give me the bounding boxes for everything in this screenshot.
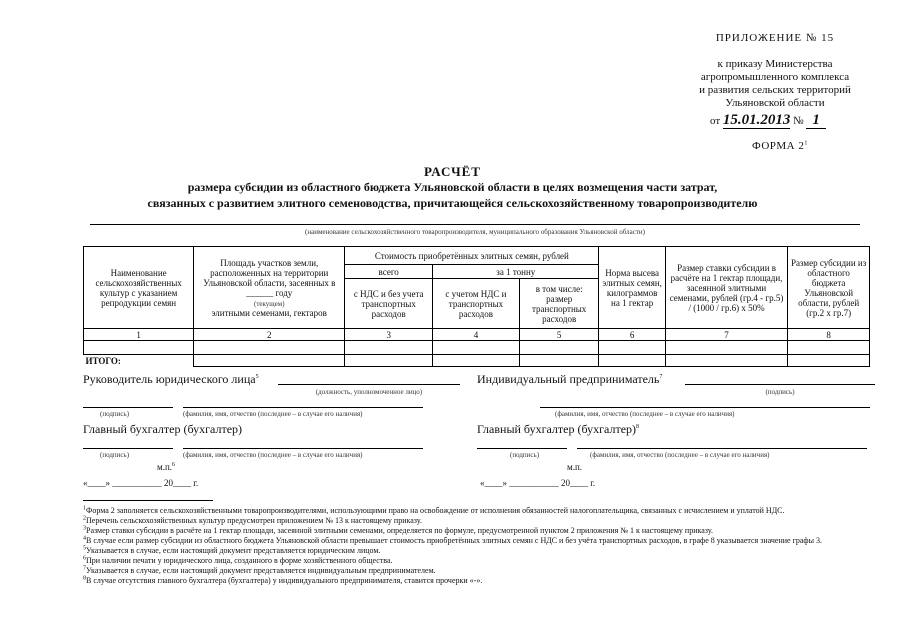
footnote-1: $^1$Форма 2 заполняется сельскохозяйственными товаропроизводителями, использующими право на освобождение от исполнения обязанностей налогоплательщика, связанных с исчислением и уплатой НДС. xyxy=(83,505,785,515)
head-label: Руководитель юридического лица$^5$ xyxy=(83,372,259,386)
header-vat: с НДС и без учета транспортных расходов xyxy=(345,279,433,329)
header-rate: Размер ставки субсидии в расчёте на 1 гектар площади, засеянной элитными семенами, рублей (гр.4 - гр.5) / (1000 / гр.6) х 50% xyxy=(665,247,787,329)
col-num: 1 xyxy=(84,329,194,341)
position-caption: (должность, уполномоченное лицо) xyxy=(315,388,423,396)
number-label: № xyxy=(793,115,804,127)
footnote-5: $^5$Указывается в случае, если настоящий документ представляется юридическим лицом. xyxy=(83,545,381,555)
accountant-label-right: Главный бухгалтер (бухгалтер)$^8$ xyxy=(477,422,640,436)
itogo-label: ИТОГО: xyxy=(84,355,194,367)
footnote-2: $^2$Перечень сельскохозяйственных культур предусмотрен приложением № 13 к настоящему приказу. xyxy=(83,515,422,525)
order-line-3: и развития сельских территорий xyxy=(699,84,851,96)
acc-sign-caption-left: (подпись) xyxy=(100,451,130,459)
ip-sign-caption: (подпись) xyxy=(765,388,795,396)
footnote-6: $^6$При наличии печати у юридического лица, созданного в форме хозяйственного общества. xyxy=(83,555,393,565)
producer-name-line xyxy=(90,224,860,225)
order-date-row xyxy=(710,114,826,128)
footnote-separator xyxy=(83,500,213,501)
empty-row xyxy=(84,341,870,355)
header-transport: с учетом НДС и транспортных расходов xyxy=(433,279,520,329)
accountant-label-left: Главный бухгалтер (бухгалтер) xyxy=(83,422,243,436)
header-crop-name: Наименование сельскохозяйственных культур с указанием репродукции семян xyxy=(84,247,194,329)
from-label: от xyxy=(710,115,721,127)
header-per-ton: за 1 тонну xyxy=(433,265,599,279)
order-line-4: Ульяновской области xyxy=(725,97,825,109)
col-num: 3 xyxy=(345,329,433,341)
acc-fio-caption-right: (фамилия, имя, отчество (последнее – в случае его наличия) xyxy=(590,451,770,459)
col-num: 4 xyxy=(433,329,520,341)
order-line-2: агропромышленного комплекса xyxy=(700,71,850,83)
acc-sign-line-left xyxy=(83,448,173,449)
col-num: 5 xyxy=(519,329,599,341)
date-line-left: «____» ___________ 20____ г. xyxy=(83,478,199,488)
footnote-4: $^4$В случае если размер субсидии из областного бюджета Ульяновской области превышает стоимость приобретённых элитных семян с НДС и без учёта транспортных расходов, в графе 8 указывается значение графы 3. xyxy=(83,535,822,545)
form-label: ФОРМА $2^1$ xyxy=(752,140,808,152)
ip-label: Индивидуальный предприниматель$^7$ xyxy=(477,372,663,386)
acc-sign-caption-right: (подпись) xyxy=(510,451,540,459)
header-total: всего xyxy=(345,265,433,279)
header-area: Площадь участков земли, расположенных на территории Ульяновской области, засеянных в ______ году (текущем) элитными семенами, гектаров xyxy=(194,247,345,329)
doc-title-line-1: размера субсидии из областного бюджета Ульяновской области в целях возмещения части затрат, xyxy=(187,180,718,194)
date-line-right: «____» ___________ 20____ г. xyxy=(480,478,596,488)
footnote-3: $^3$Размер ставки субсидии в расчёте на 1 гектар площади, засеянной элитными семенами, определяется по формуле, предусмотренной пунктом 2 приложения № 1 к настоящему приказу. xyxy=(83,525,713,535)
header-subsidy: Размер субсидии из областного бюджета Ульяновской области, рублей (гр.2 х гр.7) xyxy=(788,247,870,329)
itogo-row xyxy=(84,355,870,367)
header-cost: Стоимость приобретённых элитных семян, рублей xyxy=(345,247,599,265)
footnote-8: $^8$В случае отсутствия главного бухгалтера (бухгалтера) у индивидуального предпринимателя, ставится прочерки «-». xyxy=(83,575,483,585)
col-num: 8 xyxy=(788,329,870,341)
annex-number: ПРИЛОЖЕНИЕ № 15 xyxy=(715,32,835,44)
ip-sign-line xyxy=(685,384,875,385)
handwritten-date: 15.01.2013 xyxy=(722,112,791,128)
col-num: 2 xyxy=(194,329,345,341)
footnotes xyxy=(83,506,883,586)
footnote-7: $^7$Указывается в случае, если настоящий документ представляется индивидуальным предпринимателем. xyxy=(83,565,436,575)
column-numbers-row xyxy=(84,329,870,341)
handwritten-number: 1 xyxy=(806,112,826,129)
doc-title-line-2: связанных с развитием элитного семеноводства, причитающейся сельскохозяйственному товаропроизводителю xyxy=(147,196,758,210)
acc-fio-caption-left: (фамилия, имя, отчество (последнее – в случае его наличия) xyxy=(183,451,363,459)
acc-fio-line-left xyxy=(183,448,423,449)
stamp-place-right: м.п. xyxy=(567,462,583,472)
header-incl-transport: в том числе: размер транспортных расходов xyxy=(519,279,599,329)
ip-fio-line xyxy=(540,407,870,408)
acc-sign-line-right xyxy=(477,448,567,449)
acc-fio-line-right xyxy=(577,448,867,449)
head-sign-caption: (подпись) xyxy=(100,410,130,418)
col-num: 6 xyxy=(599,329,665,341)
head-fio-line xyxy=(183,407,423,408)
head-fio-caption: (фамилия, имя, отчество (последнее – в случае его наличия) xyxy=(183,410,363,418)
head-position-line xyxy=(278,384,460,385)
order-line-1: к приказу Министерства xyxy=(717,58,833,70)
header-norm: Норма высева элитных семян, килограммов на 1 гектар xyxy=(599,247,665,329)
stamp-place-left: м.п.$^6$ xyxy=(157,462,176,472)
doc-heading: РАСЧЁТ xyxy=(424,164,481,179)
col-num: 7 xyxy=(665,329,787,341)
head-sign-line xyxy=(83,407,173,408)
producer-caption: (наименование сельскохозяйственного товаропроизводителя, муниципального образования Ульяновской области) xyxy=(305,228,645,236)
subsidy-table xyxy=(83,246,870,367)
ip-fio-caption: (фамилия, имя, отчество (последнее – в случае его наличия) xyxy=(555,410,735,418)
